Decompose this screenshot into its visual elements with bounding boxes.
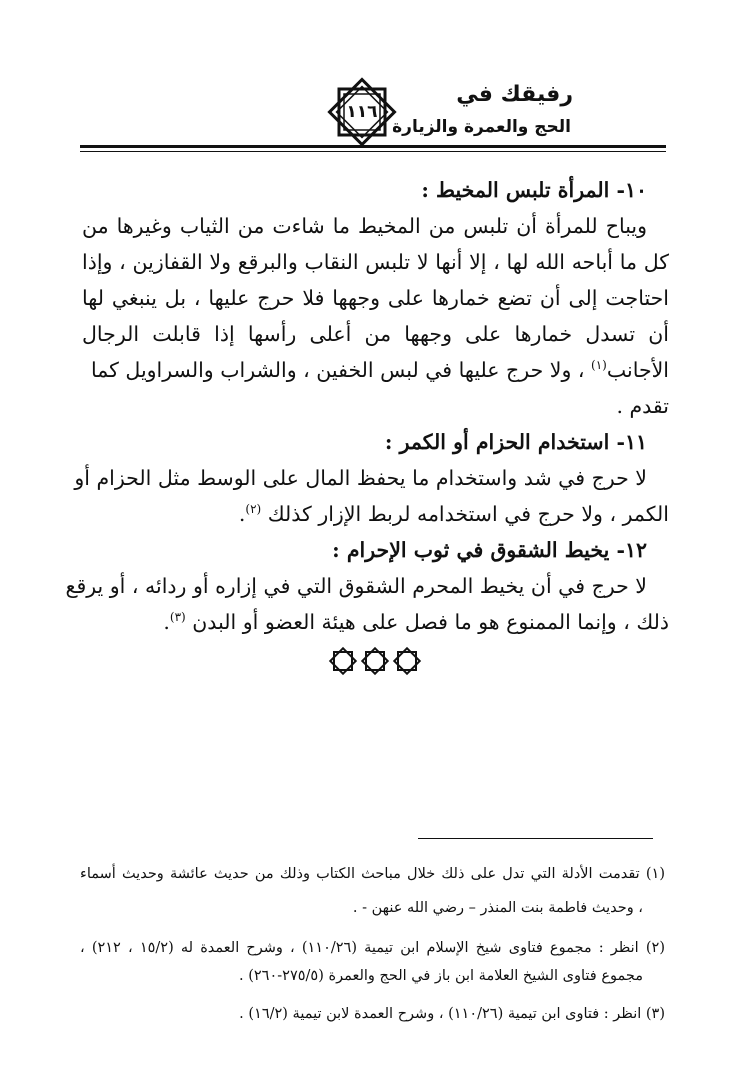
header-rule-thick	[80, 145, 666, 148]
text-line-with-footnote	[82, 604, 669, 640]
footnote-3: (٣) انظر : فتاوى ابن تيمية (١١٠/٢٦) ، وشرح العمدة لابن تيمية (١٦/٢) .	[239, 1006, 665, 1022]
three-star-ornament-icon	[325, 646, 425, 676]
text-line: لا حرج في شد واستخدام ما يحفظ المال على الوسط مثل الحزام أو	[74, 466, 647, 490]
running-title-sub: الحج والعمرة والزيارة	[392, 117, 571, 137]
text-line: احتاجت إلى أن تضع خمارها على وجهها فلا حرج عليها ، بل ينبغي لها	[82, 286, 669, 310]
footnote-1: (١) تقدمت الأدلة التي تدل على ذلك خلال مباحث الكتاب وذلك من حديث عائشة وحديث أسماء	[80, 866, 665, 882]
text-fragment: ، ولا حرج عليها في لبس الخفين ، والشراب والسراويل كما	[91, 358, 585, 382]
text-line: لا حرج في أن يخيط المحرم الشقوق التي في إزاره أو ردائه ، أو يرقع	[65, 574, 647, 598]
footnote-ref-2[interactable]: (٢)	[245, 502, 262, 517]
text-line: أن تسدل خمارها على وجهها من أعلى رأسها إذا قابلت الرجال	[82, 322, 669, 346]
footnote-2: (٢) انظر : مجموع فتاوى شيخ الإسلام ابن تيمية (١١٠/٢٦) ، وشرح العمدة له (١٥/٢ ، ٢١٢) ،	[80, 940, 665, 956]
text-fragment: الأجانب	[606, 358, 669, 382]
footnote-ref-1[interactable]: (١)	[591, 358, 607, 373]
text-fragment: .	[238, 502, 246, 526]
text-line-with-footnote	[82, 496, 669, 532]
section-heading-12: ١٢- يخيط الشقوق في ثوب الإحرام :	[332, 538, 647, 562]
text-line: ويباح للمرأة أن تلبس من المخيط ما شاءت من الثياب وغيرها من	[82, 214, 647, 238]
text-fragment: الكمر ، ولا حرج في استخدامه لربط الإزار كذلك	[267, 502, 669, 526]
running-title-top: رفيقك في	[456, 82, 573, 107]
section-heading-11: ١١- استخدام الحزام أو الكمر :	[384, 430, 647, 454]
footnote-1-cont: ، وحديث فاطمة بنت المنذر – رضي الله عنهن - .	[352, 900, 643, 916]
text-fragment: .	[163, 610, 170, 634]
footnote-separator	[418, 838, 653, 839]
main-text	[65, 172, 669, 640]
text-line-with-footnote	[82, 352, 669, 388]
text-fragment: ذلك ، وإنما الممنوع هو ما فصل على هيئة العضو أو البدن	[192, 610, 669, 634]
page-number: ١١٦	[346, 102, 378, 122]
section-heading-10: ١٠- المرأة تلبس المخيط :	[421, 178, 647, 202]
text-line: كل ما أباحه الله لها ، إلا أنها لا تلبس النقاب والبرقع ولا القفازين ، وإذا	[82, 250, 669, 274]
header-rule-thin	[80, 151, 666, 152]
footnote-ref-3[interactable]: (٣)	[169, 610, 186, 625]
text-line: تقدم .	[616, 394, 669, 418]
footnote-2-cont: مجموع فتاوى الشيخ العلامة ابن باز في الحج والعمرة (٢٧٥/٥-٢٦٠) .	[238, 968, 643, 984]
